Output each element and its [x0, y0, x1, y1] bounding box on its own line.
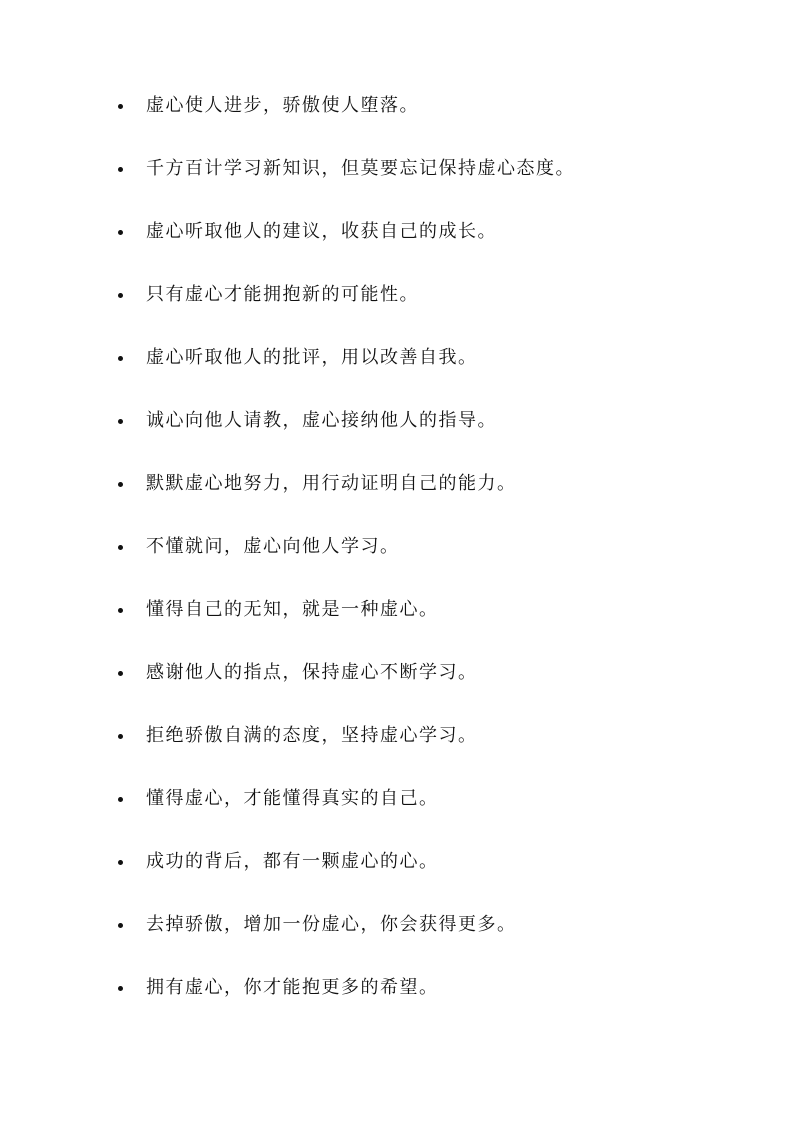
list-item-text: 成功的背后，都有一颗虚心的心。 — [146, 851, 439, 872]
bullet-list — [118, 92, 758, 1037]
list-item — [118, 785, 758, 848]
list-item-text: 虚心听取他人的批评，用以改善自我。 — [146, 347, 478, 368]
bullet-icon — [118, 860, 123, 865]
list-item — [118, 470, 758, 533]
bullet-icon — [118, 230, 123, 235]
list-item — [118, 911, 758, 974]
bullet-icon — [118, 986, 123, 991]
bullet-icon — [118, 608, 123, 613]
bullet-icon — [118, 797, 123, 802]
list-item-text: 拥有虚心，你才能抱更多的希望。 — [146, 977, 439, 998]
list-item-text: 懂得虚心，才能懂得真实的自己。 — [146, 788, 439, 809]
list-item-text: 默默虚心地努力，用行动证明自己的能力。 — [146, 473, 517, 494]
list-item-text: 去掉骄傲，增加一份虚心，你会获得更多。 — [146, 914, 517, 935]
list-item — [118, 974, 758, 1037]
list-item — [118, 344, 758, 407]
list-item-text: 诚心向他人请教，虚心接纳他人的指导。 — [146, 410, 497, 431]
list-item — [118, 722, 758, 785]
bullet-icon — [118, 293, 123, 298]
list-item-text: 感谢他人的指点，保持虚心不断学习。 — [146, 662, 478, 683]
bullet-icon — [118, 356, 123, 361]
list-item-text: 拒绝骄傲自满的态度，坚持虚心学习。 — [146, 725, 478, 746]
list-item-text: 虚心听取他人的建议，收获自己的成长。 — [146, 221, 497, 242]
list-item-text: 只有虚心才能拥抱新的可能性。 — [146, 284, 419, 305]
bullet-icon — [118, 734, 123, 739]
bullet-icon — [118, 671, 123, 676]
list-item-text: 不懂就问，虚心向他人学习。 — [146, 536, 400, 557]
bullet-icon — [118, 545, 123, 550]
list-item — [118, 659, 758, 722]
list-item — [118, 218, 758, 281]
list-item — [118, 596, 758, 659]
bullet-icon — [118, 419, 123, 424]
list-item — [118, 155, 758, 218]
list-item — [118, 407, 758, 470]
list-item — [118, 281, 758, 344]
list-item-text: 虚心使人进步，骄傲使人堕落。 — [146, 95, 419, 116]
bullet-icon — [118, 482, 123, 487]
list-item — [118, 92, 758, 155]
list-item-text: 千方百计学习新知识，但莫要忘记保持虚心态度。 — [146, 158, 575, 179]
list-item — [118, 533, 758, 596]
bullet-icon — [118, 104, 123, 109]
list-item-text: 懂得自己的无知，就是一种虚心。 — [146, 599, 439, 620]
list-item — [118, 848, 758, 911]
bullet-icon — [118, 167, 123, 172]
bullet-icon — [118, 923, 123, 928]
